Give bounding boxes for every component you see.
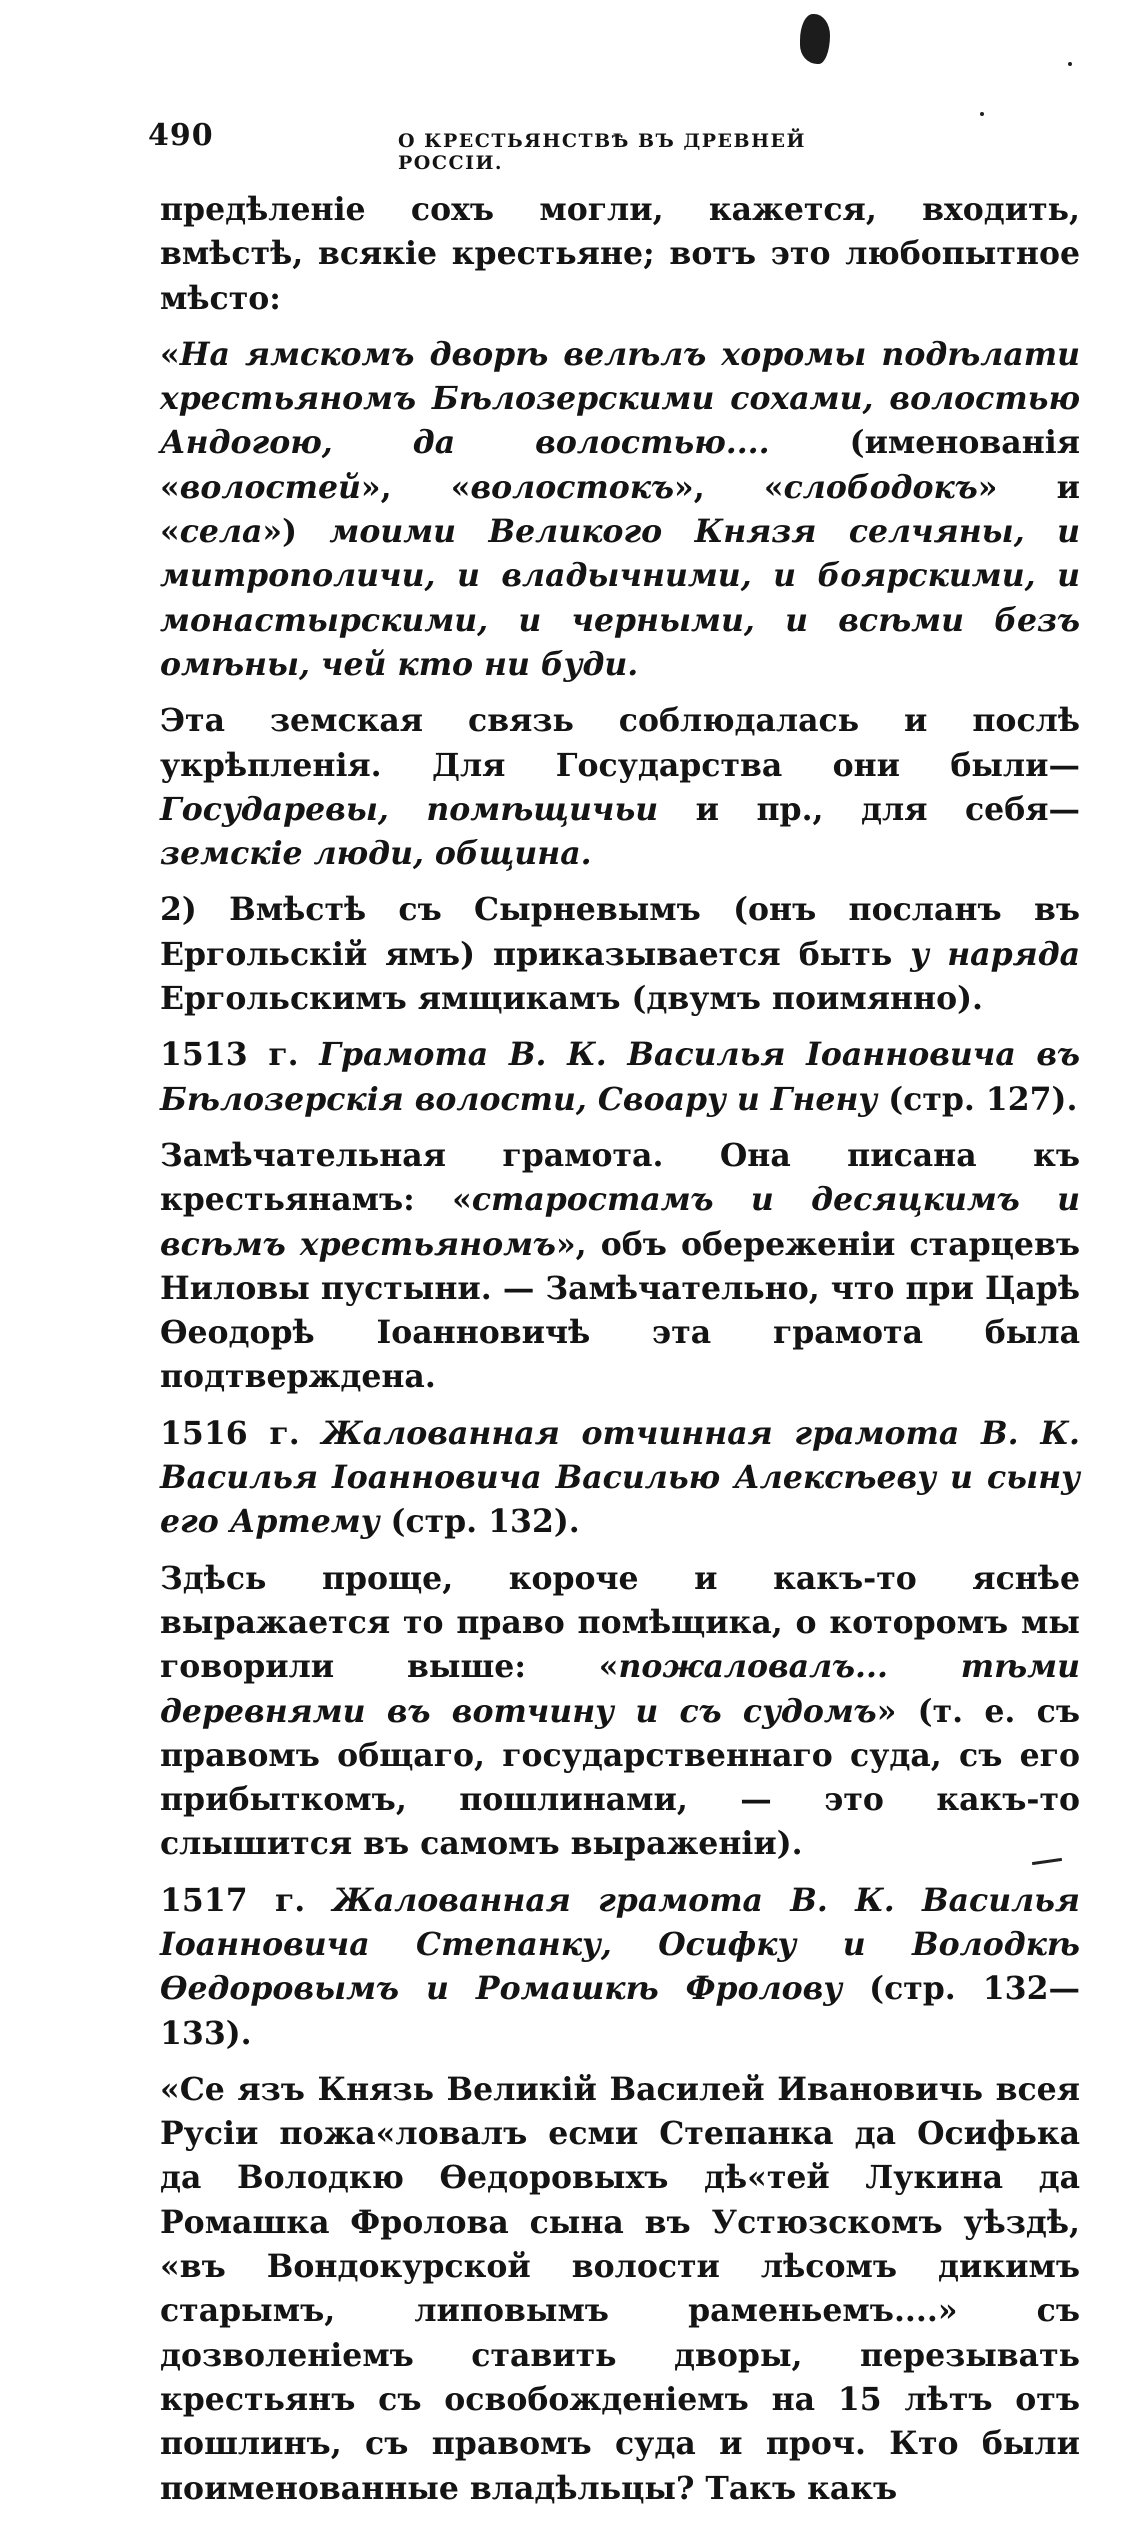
italic-text: старостамъ и десяцкимъ и всѣмъ хрестьяномъ <box>160 1181 1080 1263</box>
text-run: «Се язъ Князь Великій Василей Ивановичь всея Русіи пожа«ловалъ есми Степанка да Осифька да Володкю Ѳедоровыхъ дѣ«тей Лукина да Ромашка Фролова сына въ Устюзскомъ уѣздѣ, «въ Вондокурской волости лѣсомъ дикимъ старымъ, липовымъ раменьемъ....» съ дозволеніемъ ставить дворы, перезывать крестьянъ съ освобожденіемъ на 15 лѣтъ отъ пошлинъ, съ правомъ суда и проч. Кто были поименованные владѣльцы? Такъ какъ <box>160 2070 1080 2507</box>
text-run: ») <box>262 513 330 551</box>
text-run: (стр. 127). <box>877 1080 1078 1118</box>
italic-text: волостокъ <box>470 468 674 506</box>
text-run: (стр. 132). <box>379 1503 580 1541</box>
text-run: 1516 г. <box>160 1414 322 1452</box>
text-run: (именованія « <box>160 424 1080 506</box>
paragraph-p10 <box>160 2068 1080 2511</box>
paragraph-p2 <box>160 333 1080 687</box>
text-run: « <box>160 335 180 373</box>
text-run: » и « <box>160 468 1080 551</box>
text-run: 2) Вмѣстѣ съ Сырневымъ (онъ посланъ въ Ергольскій ямъ) приказывается быть <box>160 891 1080 973</box>
dust-speck <box>980 112 984 116</box>
text-run: Замѣчательная грамота. Она писана къ крестьянамъ: « <box>160 1136 1080 1219</box>
paragraph-p3 <box>160 699 1080 876</box>
italic-text: земскіе люди, община. <box>160 835 592 873</box>
italic-text: пожаловалъ... тѣми деревнями въ вотчину и съ судомъ <box>160 1648 1080 1730</box>
italic-text: моими Великого Князя селчяны, и митрополичи, и владычними, и боярскими, и монастырскими, и черными, и всѣми безъ омѣны, чей кто ни буди. <box>160 513 1080 683</box>
italic-text: На ямскомъ дворѣ велѣлъ хоромы подѣлати хрестьяномъ Бѣлозерскими сохами, волостью Андогою, да волостью.... <box>160 335 1080 462</box>
text-run: (стр. 132—133). <box>160 1970 1081 2052</box>
italic-text: Грамота В. К. Василья Іоанновича въ Бѣлозерскія волости, Своару и Гнену <box>160 1036 1080 1118</box>
paragraph-p1 <box>160 188 1080 321</box>
paragraph-p8 <box>160 1557 1080 1867</box>
paragraph-p4 <box>160 888 1080 1021</box>
text-run: Эта земская связь соблюдалась и послѣ укрѣпленія. Для Государства они были— <box>160 702 1080 784</box>
paragraph-p9 <box>160 1879 1080 2056</box>
italic-text: села <box>179 513 263 551</box>
running-head: О КРЕСТЬЯНСТВѢ ВЪ ДРЕВНЕЙ РОССIИ. <box>398 130 806 174</box>
paragraph-p5 <box>160 1033 1080 1122</box>
text-run: » (т. е. съ правомъ общаго, государственнаго суда, съ его прибыткомъ, пошлинами, — это какъ-то слышится въ самомъ выраженіи). <box>160 1692 1081 1863</box>
paragraph-p7 <box>160 1412 1080 1545</box>
text-run: Здѣсь проще, короче и какъ-то яснѣе выражается то право помѣщика, о которомъ мы говорили выше: « <box>160 1559 1080 1686</box>
text-run: », объ обереженіи старцевъ Ниловы пустыни. — Замѣчательно, что при Царѣ Ѳеодорѣ Іоанновичѣ эта грамота была подтверждена. <box>160 1225 1080 1396</box>
italic-text: Государевы, помѣщичьи <box>160 790 659 828</box>
paragraph-p6 <box>160 1134 1080 1400</box>
dust-speck <box>1068 62 1072 66</box>
text-run: предѣленіе сохъ могли, кажется, входить, вмѣстѣ, всякіе крестьяне; вотъ это любопытное мѣсто: <box>160 191 1080 317</box>
text-run: и пр., для себя— <box>658 790 1081 828</box>
text-run: 1513 г. <box>160 1036 320 1074</box>
italic-text: слободокъ <box>783 468 978 506</box>
text-run: », « <box>360 468 471 506</box>
italic-text: Жалованная отчинная грамота В. К. Василья Іоанновича Василью Алексѣеву и сыну его Артему <box>160 1414 1080 1541</box>
italic-text: Жалованная грамота В. К. Василья Іоанновича Степанку, Осифку и Володкѣ Ѳедоровымъ и Ромашкѣ Фролову <box>160 1881 1081 2008</box>
italic-text: у наряда <box>910 935 1081 973</box>
text-run: », « <box>674 468 784 506</box>
ink-blot <box>800 14 830 64</box>
page-header <box>148 118 908 174</box>
text-run: Ергольскимъ ямщикамъ (двумъ поимянно). <box>160 980 983 1018</box>
text-run: 1517 г. <box>160 1881 333 1919</box>
body-text <box>160 188 1080 2523</box>
page-number: 490 <box>148 118 214 153</box>
italic-text: волостей <box>179 468 361 506</box>
